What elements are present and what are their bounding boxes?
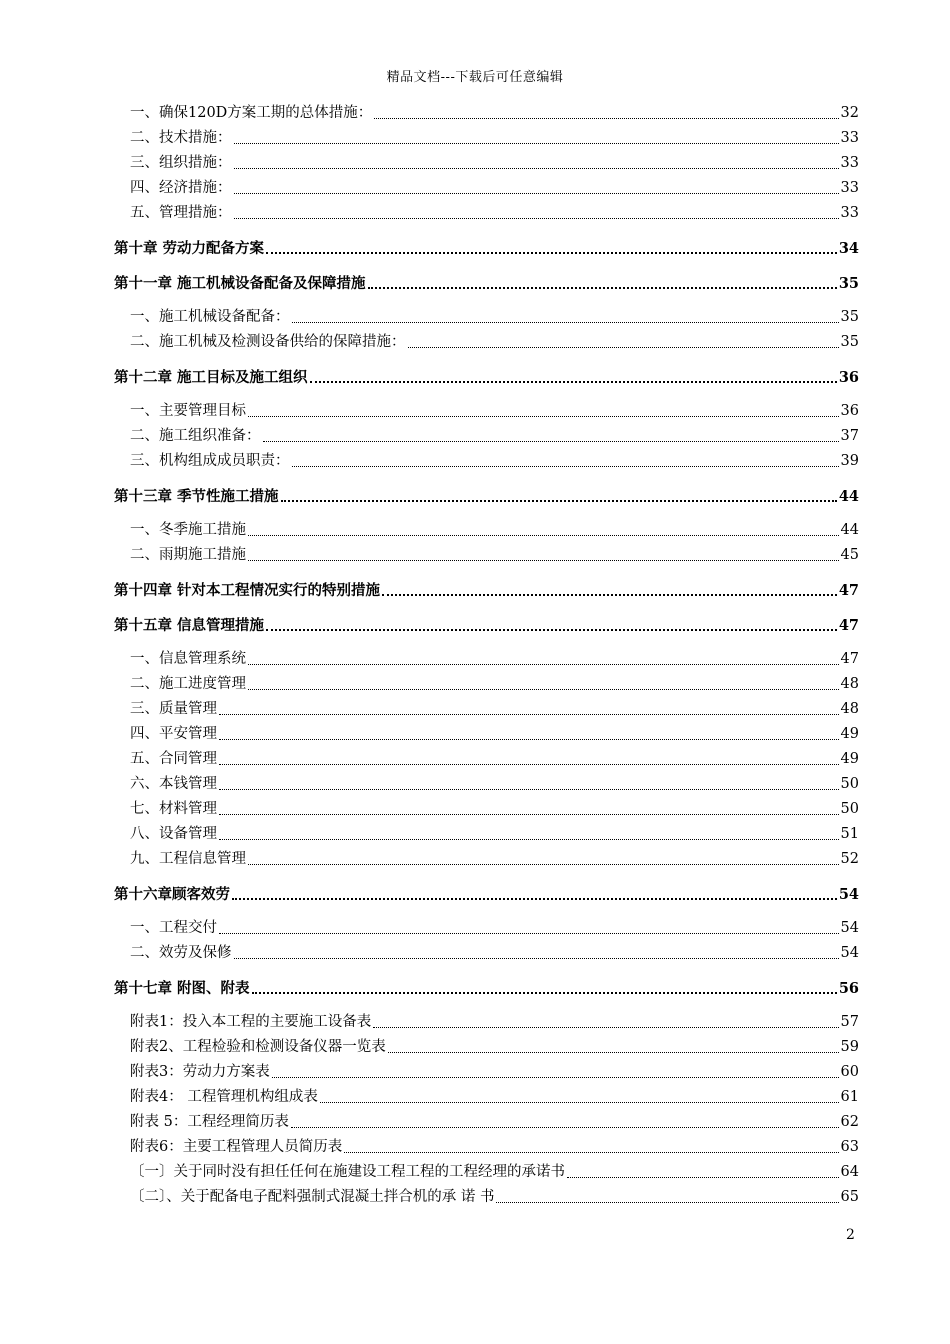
toc-entry-label: 三、组织措施：: [130, 155, 232, 171]
toc-entry-page: 54: [840, 945, 859, 961]
toc-entry-label: 一、冬季施工措施: [130, 522, 246, 538]
toc-leader-dots: [248, 535, 839, 536]
toc-entry-page: 34: [838, 240, 859, 257]
toc-entry-label: 一、工程交付: [130, 920, 217, 936]
toc-entry-page: 62: [840, 1114, 859, 1130]
toc-entry[interactable]: [114, 449, 859, 474]
toc-entry[interactable]: [114, 941, 859, 966]
toc-leader-dots: [252, 992, 837, 994]
toc-leader-dots: [248, 864, 839, 865]
toc-entry-page: 50: [840, 776, 859, 792]
toc-entry-label: 第十五章 信息管理措施: [114, 617, 265, 634]
toc-entry[interactable]: [114, 1110, 859, 1135]
toc-entry-page: 33: [840, 180, 859, 196]
toc-entry-page: 49: [840, 726, 859, 742]
toc-entry-page: 51: [840, 826, 859, 842]
toc-entry[interactable]: [114, 1160, 859, 1185]
toc-entry-label: 第十七章 附图、附表: [114, 980, 250, 997]
toc-entry-label: 附表3：劳动力方案表: [130, 1064, 270, 1080]
toc-entry-label: 〔二〕、关于配备电子配料强制式混凝土拌合机的承 诺 书: [130, 1189, 495, 1205]
page-header: 精品文档---下载后可任意编辑: [386, 70, 564, 85]
toc-entry-page: 45: [840, 547, 859, 563]
toc-entry-page: 39: [840, 453, 859, 469]
toc-leader-dots: [567, 1177, 839, 1178]
toc-entry[interactable]: [114, 1135, 859, 1160]
toc-entry-label: 附表6：主要工程管理人员简历表: [130, 1139, 343, 1155]
toc-chapter-entry[interactable]: [114, 882, 859, 907]
toc-entry-label: 三、机构组成成员职责：: [130, 453, 290, 469]
toc-entry[interactable]: [114, 424, 859, 449]
toc-entry-page: 50: [840, 801, 859, 817]
toc-entry-page: 33: [840, 155, 859, 171]
toc-entry-page: 36: [840, 403, 859, 419]
toc-entry-page: 56: [838, 980, 859, 997]
toc-entry-label: 附表 5：工程经理简历表: [130, 1114, 289, 1130]
toc-chapter-entry[interactable]: [114, 484, 859, 509]
toc-entry-label: 七、材料管理: [130, 801, 217, 817]
toc-entry-page: 54: [838, 886, 859, 903]
toc-leader-dots: [232, 898, 837, 900]
toc-entry-label: 第十二章 施工目标及施工组织: [114, 369, 308, 386]
toc-entry-page: 44: [840, 522, 859, 538]
toc-entry-label: 一、信息管理系统: [130, 651, 246, 667]
toc-entry-page: 63: [840, 1139, 859, 1155]
toc-entry-label: 第十四章 针对本工程情况实行的特别措施: [114, 582, 381, 599]
toc-entry-label: 二、效劳及保修: [130, 945, 232, 961]
toc-leader-dots: [292, 322, 839, 323]
toc-leader-dots: [373, 1027, 838, 1028]
toc-entry-page: 65: [840, 1189, 859, 1205]
toc-entry[interactable]: [114, 126, 859, 151]
toc-chapter-entry[interactable]: [114, 578, 859, 603]
toc-entry-label: 附表1：投入本工程的主要施工设备表: [130, 1014, 372, 1030]
toc-leader-dots: [234, 143, 839, 144]
toc-entry-label: 一、施工机械设备配备：: [130, 309, 290, 325]
toc-chapter-entry[interactable]: [114, 236, 859, 261]
toc-entry[interactable]: [114, 330, 859, 355]
toc-entry[interactable]: [114, 518, 859, 543]
toc-entry-label: 一、主要管理目标: [130, 403, 246, 419]
toc-entry-label: 第十一章 施工机械设备配备及保障措施: [114, 275, 366, 292]
toc-entry[interactable]: [114, 1010, 859, 1035]
toc-leader-dots: [281, 500, 837, 502]
toc-entry-page: 48: [840, 676, 859, 692]
toc-leader-dots: [266, 629, 837, 631]
toc-leader-dots: [219, 739, 839, 740]
toc-leader-dots: [219, 933, 839, 934]
toc-chapter-entry[interactable]: [114, 613, 859, 638]
toc-entry-page: 47: [838, 617, 859, 634]
toc-entry-label: 第十三章 季节性施工措施: [114, 488, 279, 505]
toc-entry-page: 33: [840, 130, 859, 146]
toc-entry[interactable]: [114, 305, 859, 330]
toc-entry[interactable]: [114, 176, 859, 201]
toc-entry[interactable]: [114, 1085, 859, 1110]
toc-entry-page: 47: [840, 651, 859, 667]
toc-entry-label: 五、管理措施：: [130, 205, 232, 221]
toc-entry-page: 59: [840, 1039, 859, 1055]
toc-leader-dots: [234, 193, 839, 194]
toc-leader-dots: [291, 1127, 839, 1128]
toc-entry-label: 二、雨期施工措施: [130, 547, 246, 563]
toc-entry[interactable]: [114, 772, 859, 797]
toc-entry-page: 36: [838, 369, 859, 386]
toc-entry-page: 37: [840, 428, 859, 444]
toc-leader-dots: [219, 714, 839, 715]
toc-entry-page: 35: [838, 275, 859, 292]
toc-entry[interactable]: [114, 1060, 859, 1085]
toc-entry[interactable]: [114, 647, 859, 672]
toc-entry-label: 二、施工进度管理: [130, 676, 246, 692]
toc-leader-dots: [219, 814, 839, 815]
toc-entry-page: 64: [840, 1164, 859, 1180]
toc-leader-dots: [388, 1052, 839, 1053]
page-number: 2: [846, 1227, 855, 1243]
toc-entry-page: 32: [840, 105, 859, 121]
toc-leader-dots: [248, 689, 839, 690]
toc-entry[interactable]: [114, 672, 859, 697]
toc-leader-dots: [234, 218, 839, 219]
toc-leader-dots: [382, 594, 837, 596]
toc-entry[interactable]: [114, 399, 859, 424]
toc-entry[interactable]: [114, 747, 859, 772]
toc-entry-page: 35: [840, 334, 859, 350]
toc-entry-label: 第十六章顾客效劳: [114, 886, 230, 903]
toc-leader-dots: [344, 1152, 838, 1153]
toc-entry-label: 附表2、工程检验和检测设备仪器一览表: [130, 1039, 386, 1055]
toc-entry[interactable]: [114, 101, 859, 126]
toc-leader-dots: [320, 1102, 839, 1103]
toc-entry-page: 60: [840, 1064, 859, 1080]
toc-entry-page: 52: [840, 851, 859, 867]
toc-leader-dots: [248, 560, 839, 561]
toc-entry[interactable]: [114, 722, 859, 747]
toc-entry[interactable]: [114, 847, 859, 872]
toc-entry-label: 第十章 劳动力配备方案: [114, 240, 265, 257]
toc-leader-dots: [234, 958, 839, 959]
toc-leader-dots: [374, 118, 838, 119]
toc-leader-dots: [248, 664, 839, 665]
toc-entry-label: 四、平安管理: [130, 726, 217, 742]
toc-entry[interactable]: [114, 822, 859, 847]
toc-entry[interactable]: [114, 697, 859, 722]
toc-entry[interactable]: [114, 201, 859, 226]
toc-leader-dots: [368, 287, 837, 289]
toc-entry[interactable]: [114, 797, 859, 822]
toc-leader-dots: [263, 441, 839, 442]
toc-entry-page: 35: [840, 309, 859, 325]
toc-entry-label: 四、经济措施：: [130, 180, 232, 196]
toc-entry-label: 二、施工机械及检测设备供给的保障措施：: [130, 334, 406, 350]
toc-entry-page: 48: [840, 701, 859, 717]
toc-entry-label: 二、施工组织准备：: [130, 428, 261, 444]
toc-entry-label: 三、质量管理: [130, 701, 217, 717]
toc-entry-page: 61: [840, 1089, 859, 1105]
toc-entry-label: 附表4： 工程管理机构组成表: [130, 1089, 318, 1105]
toc-leader-dots: [496, 1202, 838, 1203]
toc-chapter-entry[interactable]: [114, 271, 859, 296]
toc-leader-dots: [219, 789, 839, 790]
toc-chapter-entry[interactable]: [114, 365, 859, 390]
toc-leader-dots: [292, 466, 839, 467]
toc-entry-label: 〔一〕关于同时没有担任任何在施建设工程工程的工程经理的承诺书: [130, 1164, 565, 1180]
toc-entry[interactable]: [114, 916, 859, 941]
toc-leader-dots: [408, 347, 839, 348]
toc-entry-label: 五、合同管理: [130, 751, 217, 767]
toc-leader-dots: [272, 1077, 839, 1078]
toc-entry-label: 九、工程信息管理: [130, 851, 246, 867]
toc-entry-page: 49: [840, 751, 859, 767]
toc-chapter-entry[interactable]: [114, 976, 859, 1001]
toc-entry-label: 一、确保120D方案工期的总体措施：: [130, 105, 373, 121]
toc-leader-dots: [248, 416, 839, 417]
toc-entry-label: 八、设备管理: [130, 826, 217, 842]
toc-leader-dots: [310, 381, 837, 383]
toc-entry-page: 33: [840, 205, 859, 221]
table-of-contents: [114, 101, 859, 1210]
toc-entry-label: 二、技术措施：: [130, 130, 232, 146]
toc-entry[interactable]: [114, 151, 859, 176]
toc-leader-dots: [219, 839, 839, 840]
toc-leader-dots: [266, 252, 837, 254]
toc-entry[interactable]: [114, 1035, 859, 1060]
toc-leader-dots: [219, 764, 839, 765]
toc-entry[interactable]: [114, 543, 859, 568]
toc-entry-page: 44: [838, 488, 859, 505]
toc-entry-page: 54: [840, 920, 859, 936]
toc-entry-page: 57: [840, 1014, 859, 1030]
toc-leader-dots: [234, 168, 839, 169]
toc-entry[interactable]: [114, 1185, 859, 1210]
toc-entry-page: 47: [838, 582, 859, 599]
toc-entry-label: 六、本钱管理: [130, 776, 217, 792]
